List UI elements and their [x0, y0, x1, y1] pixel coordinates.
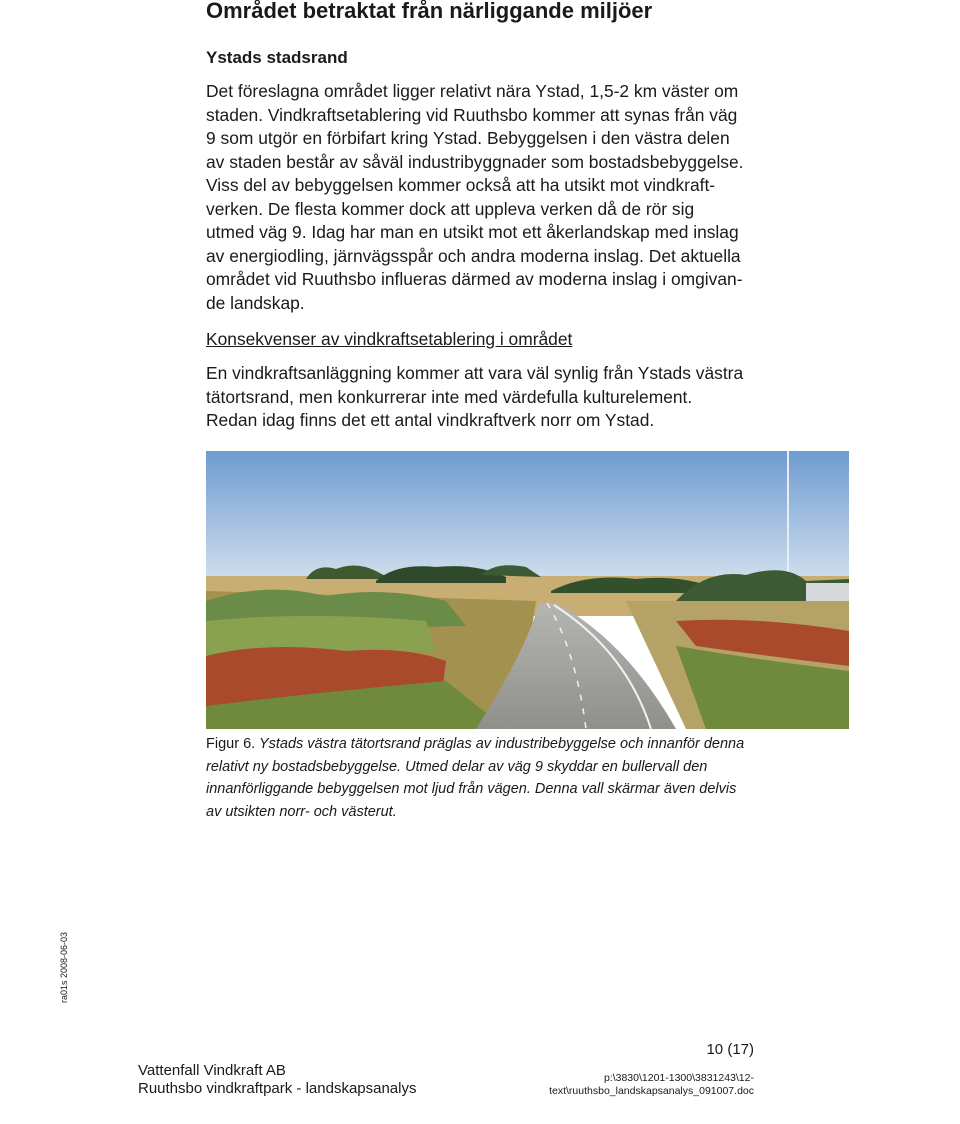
- footer-path-line: text\ruuthsbo_landskapsanalys_091007.doc: [549, 1085, 754, 1097]
- paragraph-line: 9 som utgör en förbifart kring Ystad. Bebyggelsen i den västra delen: [206, 128, 730, 148]
- landscape-photo: [206, 451, 849, 729]
- consequences-heading: Konsekvenser av vindkraftsetablering i området: [206, 329, 573, 349]
- paragraph-line: området vid Ruuthsbo influeras därmed av moderna inslag i omgivan-: [206, 269, 743, 289]
- paragraph-line: de landskap.: [206, 292, 305, 313]
- paragraph-line: Det föreslagna området ligger relativt nära Ystad, 1,5-2 km väster om: [206, 81, 739, 101]
- paragraph-line: av staden består av såväl industribyggnader som bostadsbebyggelse.: [206, 151, 744, 172]
- body-paragraph-1: [206, 80, 766, 315]
- section-subheading: Ystads stadsrand: [206, 48, 348, 67]
- paragraph-line: En vindkraftsanläggning kommer att vara väl synlig från Ystads västra: [206, 363, 744, 383]
- paragraph-line: staden. Vindkraftsetablering vid Ruuthsbo kommer att synas från väg: [206, 104, 738, 125]
- paragraph-line: tätortsrand, men konkurrerar inte med värdefulla kulturelement.: [206, 386, 693, 407]
- paragraph-line: Redan idag finns det ett antal vindkraftverk norr om Ystad.: [206, 410, 655, 430]
- footer-project: Ruuthsbo vindkraftpark - landskapsanalys: [138, 1080, 417, 1097]
- paragraph-line: utmed väg 9. Idag har man en utsikt mot ett åkerlandskap med inslag: [206, 222, 739, 242]
- side-code: ra01s 2008-06-03: [59, 931, 69, 1003]
- footer-left: [138, 1062, 416, 1098]
- page-number: 10 (17): [706, 1041, 754, 1058]
- paragraph-line: verken. De flesta kommer dock att uppleva verken då de rör sig: [206, 198, 695, 219]
- caption-line: relativt ny bostadsbebyggelse. Utmed delar av väg 9 skyddar en bullervall den: [206, 758, 708, 775]
- body-paragraph-2: [206, 362, 766, 433]
- footer-company: Vattenfall Vindkraft AB: [138, 1062, 286, 1079]
- footer-right: [549, 1072, 754, 1098]
- caption-line: innanförliggande bebyggelsen mot ljud från vägen. Denna vall skärmar även delvis: [206, 781, 737, 798]
- figure-label: Figur 6.: [206, 736, 256, 752]
- page-heading: Området betraktat från närliggande miljöer: [206, 0, 653, 23]
- wind-turbine-mast: [787, 451, 789, 591]
- paragraph-line: Viss del av bebyggelsen kommer också att ha utsikt mot vindkraft-: [206, 175, 716, 195]
- figure-caption: [206, 733, 766, 823]
- caption-line: av utsikten norr- och västerut.: [206, 803, 397, 820]
- paragraph-line: av energiodling, järnvägsspår och andra moderna inslag. Det aktuella: [206, 245, 741, 266]
- footer-path-line: p:\3830\1201-1300\3831243\12-: [603, 1072, 754, 1084]
- caption-line: Figur 6. Ystads västra tätortsrand präglas av industribebyggelse och innanför denna: [206, 736, 745, 752]
